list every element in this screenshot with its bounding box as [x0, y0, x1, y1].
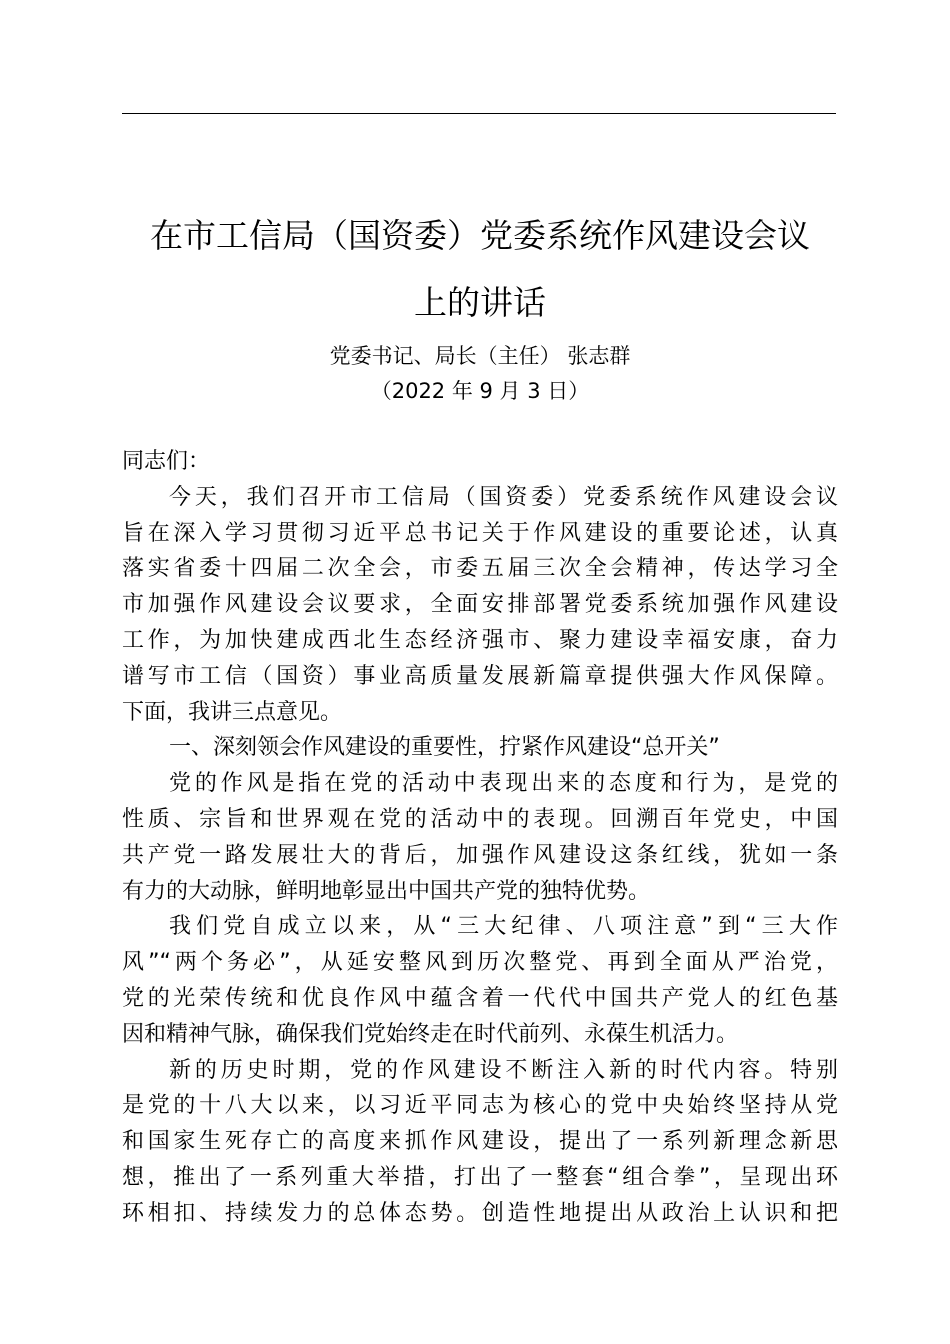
paragraph-line: 因和精神气脉，确保我们党始终走在时代前列、永葆生机活力。: [122, 1021, 739, 1047]
paragraph-line: 谱写市工信（国资）事业高质量发展新篇章提供强大作风保障。: [122, 663, 838, 689]
date-line: （2022 年 9 月 3 日）: [370, 379, 590, 403]
paragraph-line: 有力的大动脉，鲜明地彰显出中国共产党的独特优势。: [122, 878, 651, 904]
paragraph-line: 下面，我讲三点意见。: [122, 699, 343, 725]
paragraph-line: 环相扣、持续发力的总体态势。创造性地提出从政治上认识和把: [122, 1200, 838, 1226]
paragraph-line: 想，推出了一系列重大举措，打出了一整套“组合拳”，呈现出环: [122, 1164, 838, 1190]
paragraph-line: 我们党自成立以来，从“三大纪律、八项注意”到“三大作: [169, 914, 838, 940]
speech-body: [122, 444, 838, 1232]
section-heading: 一、深刻领会作风建设的重要性，拧紧作风建设“总开关”: [169, 735, 720, 761]
paragraph-line: 落实省委十四届二次全会，市委五届三次全会精神，传达学习全: [122, 556, 838, 582]
paragraph-line: 今天，我们召开市工信局（国资委）党委系统作风建设会议: [169, 484, 838, 510]
document-title-line-1: 在市工信局（国资委）党委系统作风建设会议: [150, 216, 810, 255]
header-rule: [122, 113, 836, 114]
paragraph-line: 党的作风是指在党的活动中表现出来的态度和行为，是党的: [169, 771, 838, 797]
author-line: 党委书记、局长（主任） 张志群: [329, 344, 631, 368]
paragraph-line: 党的光荣传统和优良作风中蕴含着一代代中国共产党人的红色基: [122, 985, 838, 1011]
paragraph-line: 市加强作风建设会议要求，全面安排部署党委系统加强作风建设: [122, 592, 838, 618]
paragraph-line: 风”“两个务必”，从延安整风到历次整党、再到全面从严治党，: [122, 950, 838, 976]
paragraph-line: 是党的十八大以来，以习近平同志为核心的党中央始终坚持从党: [122, 1093, 838, 1119]
salutation: 同志们：: [122, 449, 211, 474]
paragraph-line: 和国家生死存亡的高度来抓作风建设，提出了一系列新理念新思: [122, 1129, 838, 1155]
paragraph-line: 新的历史时期，党的作风建设不断注入新的时代内容。特别: [169, 1057, 838, 1083]
paragraph-line: 工作，为加快建成西北生态经济强市、聚力建设幸福安康，奋力: [122, 627, 838, 653]
paragraph-line: 性质、宗旨和世界观在党的活动中的表现。回溯百年党史，中国: [122, 806, 838, 832]
paragraph-line: 共产党一路发展壮大的背后，加强作风建设这条红线，犹如一条: [122, 842, 838, 868]
paragraph-line: 旨在深入学习贯彻习近平总书记关于作风建设的重要论述，认真: [122, 520, 838, 546]
document-title-line-2: 上的讲话: [414, 283, 546, 322]
